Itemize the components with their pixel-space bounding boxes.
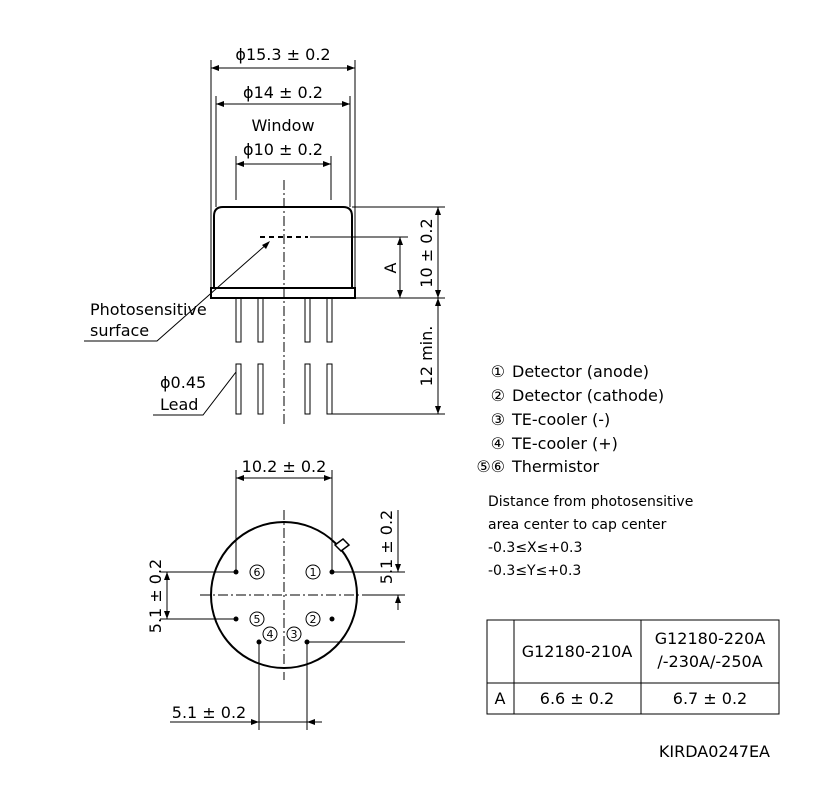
- dim-pin-circle: 10.2 ± 0.2: [241, 457, 327, 476]
- variant-table: [487, 620, 779, 714]
- pin-label-2: 2: [309, 613, 317, 626]
- lead-label: Lead: [160, 395, 199, 414]
- legend-num-3: ③: [490, 410, 505, 429]
- pin-label-3: 3: [290, 628, 298, 641]
- dim-window-diameter: ϕ10 ± 0.2: [243, 140, 323, 159]
- legend-label-2: Detector (cathode): [512, 386, 665, 405]
- pin-numbers: [250, 565, 320, 641]
- photosensitive-label-1: Photosensitive: [90, 300, 207, 319]
- dim-pin-vertical-left: 5.1 ± 0.2: [146, 558, 165, 634]
- pin-label-1: 1: [309, 566, 317, 579]
- note-line-3: -0.3≤X≤+0.3: [488, 540, 583, 556]
- legend-num-1: ①: [490, 362, 505, 381]
- legend-num-2: ②: [490, 386, 505, 405]
- note-line-1: Distance from photosensitive: [488, 494, 694, 510]
- legend-num-56: ⑤⑥: [476, 457, 505, 476]
- dim-pin-vertical-right: 5.1 ± 0.2: [377, 509, 396, 585]
- dim-a-label: A: [381, 262, 400, 274]
- window-label: Window: [251, 116, 315, 135]
- tolerance-note: [488, 494, 693, 579]
- dim-outer-diameter: ϕ15.3 ± 0.2: [235, 45, 331, 64]
- legend-num-4: ④: [490, 434, 505, 453]
- pin-label-5: 5: [253, 613, 261, 626]
- table-value-210a: 6.6 ± 0.2: [539, 689, 615, 708]
- table-header-220a-line2: /-230A/-250A: [657, 652, 763, 671]
- table-header-220a-line1: G12180-220A: [654, 629, 766, 648]
- cap-outline: [214, 207, 352, 288]
- legend-label-3: TE-cooler (-): [512, 410, 611, 429]
- table-header-210a: G12180-210A: [521, 642, 633, 661]
- note-line-2: area center to cap center: [488, 517, 667, 533]
- pin-label-6: 6: [253, 566, 261, 579]
- header-flange: [211, 288, 355, 298]
- dim-pin-horizontal-bottom: 5.1 ± 0.2: [171, 703, 247, 722]
- side-view: [84, 45, 445, 425]
- note-line-4: -0.3≤Y≤+0.3: [488, 563, 582, 579]
- pin-legend: [476, 362, 664, 476]
- legend-label-1: Detector (anode): [512, 362, 650, 381]
- dim-height: 10 ± 0.2: [417, 218, 436, 288]
- lead-diameter-label: ϕ0.45: [160, 373, 207, 392]
- pin-label-4: 4: [266, 628, 274, 641]
- dim-lead-length: 12 min.: [417, 325, 436, 387]
- dim-cap-diameter: ϕ14 ± 0.2: [243, 83, 323, 102]
- bottom-view: [146, 457, 405, 730]
- legend-label-56: Thermistor: [512, 457, 600, 476]
- index-tab: [335, 539, 349, 551]
- table-row-label-a: A: [494, 689, 506, 708]
- drawing-code: KIRDA0247EA: [658, 742, 770, 761]
- table-value-220a: 6.7 ± 0.2: [672, 689, 748, 708]
- legend-label-4: TE-cooler (+): [512, 434, 618, 453]
- photosensitive-label-2: surface: [90, 321, 150, 340]
- leads-lower: [236, 364, 332, 414]
